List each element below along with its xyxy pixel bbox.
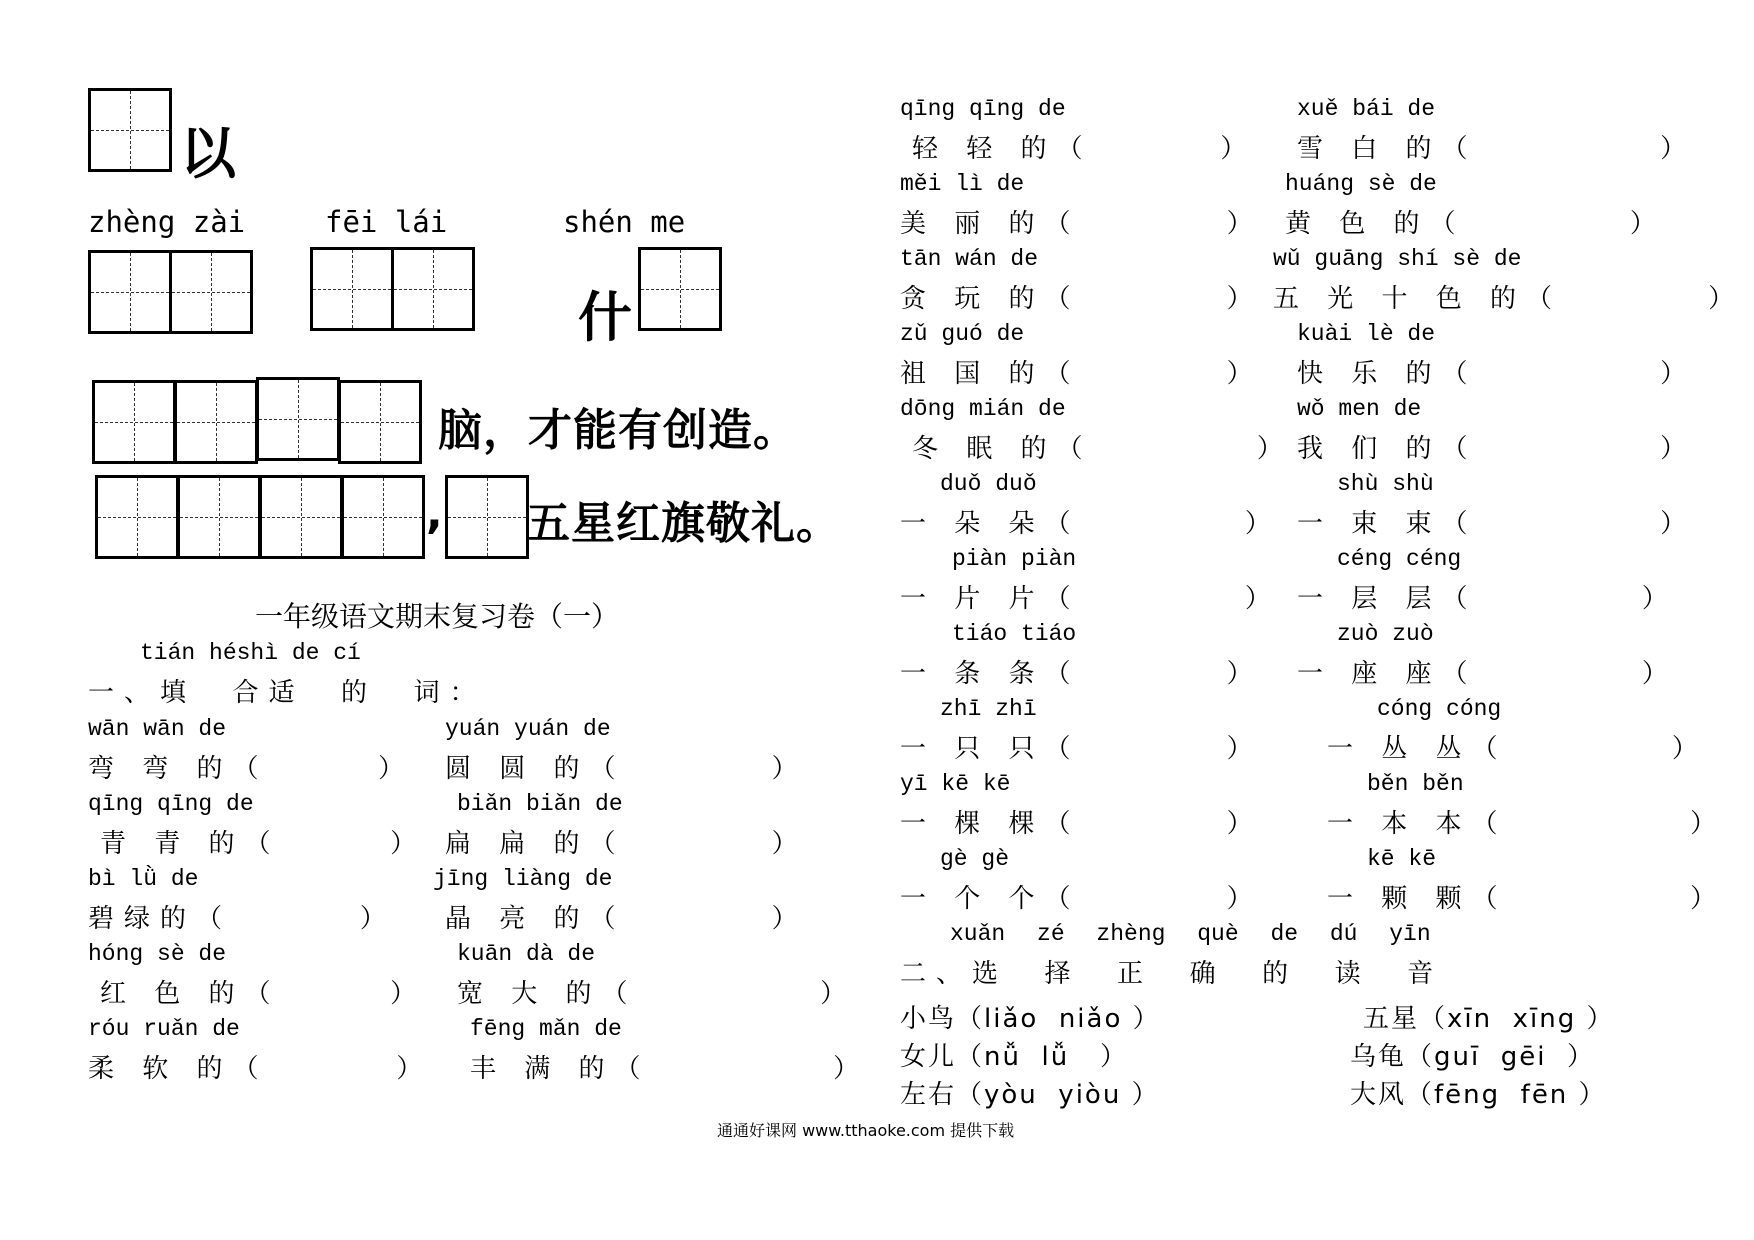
item-pinyin: kuài lè de [1297, 321, 1436, 347]
item-pinyin: shù shù [1337, 471, 1434, 497]
item-pinyin: fēng mǎn de [470, 1016, 622, 1042]
pinyin-shenme: shén me [563, 205, 686, 239]
tian-box[interactable] [92, 380, 176, 464]
item-pinyin: jīng liàng de [433, 866, 613, 892]
fill-item[interactable]: 宽 大 的（ ） [457, 979, 857, 1009]
item-pinyin: zuò zuò [1337, 621, 1434, 647]
item-pinyin: qīng qīng de [88, 791, 254, 817]
choice-item[interactable]: 女儿（nǚ lǚ ） [900, 1042, 1128, 1072]
item-pinyin: céng céng [1337, 546, 1462, 572]
fill-item[interactable]: 我 们 的（ ） [1297, 434, 1697, 464]
char-yi: 以 [180, 122, 237, 187]
fill-item[interactable]: 弯 弯 的（ ） [88, 754, 415, 784]
section1-pinyin: tián héshì de cí [140, 640, 361, 666]
tian-box[interactable] [341, 475, 425, 559]
fill-item[interactable]: 一 丛 丛（ ） [1327, 734, 1708, 764]
fill-item[interactable]: 一 只 只（ ） [900, 734, 1263, 764]
fill-item[interactable]: 晶 亮 的（ ） [445, 904, 808, 934]
item-pinyin: měi lì de [900, 171, 1025, 197]
section2-pinyin: xuǎn zé zhèng què de dú yīn [950, 921, 1431, 947]
item-pinyin: bì lǜ de [88, 866, 199, 892]
tian-box[interactable] [95, 475, 179, 559]
item-pinyin: kē kē [1367, 846, 1437, 872]
choice-item[interactable]: 大风（fēng fēn ） [1350, 1080, 1607, 1110]
fill-item[interactable]: 丰 满 的（ ） [470, 1054, 870, 1084]
item-pinyin: yī kē kē [900, 771, 1011, 797]
item-pinyin: wān wān de [88, 716, 227, 742]
item-pinyin: duǒ duǒ [940, 471, 1037, 497]
item-pinyin: xuě bái de [1297, 96, 1436, 122]
tian-box[interactable] [310, 247, 394, 331]
fill-item[interactable]: 一 颗 颗（ ） [1327, 884, 1727, 914]
choice-item[interactable]: 左右（yòu yiòu ） [900, 1080, 1160, 1110]
item-pinyin: biǎn biǎn de [457, 791, 623, 817]
item-pinyin: běn běn [1367, 771, 1464, 797]
tian-box[interactable] [169, 250, 253, 334]
fill-item[interactable]: 冬 眠 的（ ） [912, 434, 1293, 464]
item-pinyin: huáng sè de [1285, 171, 1437, 197]
item-pinyin: gè gè [940, 846, 1010, 872]
footer-text: 通通好课网 www.tthaoke.com 提供下载 [717, 1121, 1015, 1140]
fill-item[interactable]: 圆 圆 的（ ） [445, 754, 808, 784]
tian-box[interactable] [445, 475, 529, 559]
fill-item[interactable]: 碧绿的（ ） [88, 904, 396, 934]
tian-box[interactable] [88, 88, 172, 172]
fill-item[interactable]: 一 个 个（ ） [900, 884, 1263, 914]
fill-item[interactable]: 一 层 层（ ） [1297, 584, 1678, 614]
item-pinyin: kuān dà de [457, 941, 596, 967]
tian-box[interactable] [391, 247, 475, 331]
tian-box[interactable] [177, 475, 261, 559]
fill-item[interactable]: 一 朵 朵（ ） [900, 509, 1281, 539]
item-pinyin: wǔ guāng shí sè de [1273, 246, 1522, 272]
tian-box[interactable] [259, 475, 343, 559]
fill-item[interactable]: 一 座 座（ ） [1297, 659, 1678, 689]
fill-item[interactable]: 一 棵 棵（ ） [900, 809, 1263, 839]
fill-item[interactable]: 轻 轻 的（ ） [912, 134, 1257, 164]
tian-box[interactable] [88, 250, 172, 334]
fill-item[interactable]: 扁 扁 的（ ） [445, 829, 808, 859]
tian-box[interactable] [174, 380, 258, 464]
fill-item[interactable]: 柔 软 的（ ） [88, 1054, 433, 1084]
pinyin-feilai: fēi lái [325, 205, 448, 239]
fill-item[interactable]: 一 片 片（ ） [900, 584, 1281, 614]
item-pinyin: tān wán de [900, 246, 1039, 272]
fill-item[interactable]: 美 丽 的（ ） [900, 209, 1263, 239]
section1-heading: 一、填 合适 的 词： [88, 678, 486, 708]
fill-item[interactable]: 一 本 本（ ） [1327, 809, 1727, 839]
item-pinyin: róu ruǎn de [88, 1016, 240, 1042]
item-pinyin: piàn piàn [952, 546, 1077, 572]
fill-item[interactable]: 快 乐 的（ ） [1297, 359, 1697, 389]
item-pinyin: qīng qīng de [900, 96, 1066, 122]
item-pinyin: wǒ men de [1297, 396, 1422, 422]
item-pinyin: hóng sè de [88, 941, 227, 967]
item-pinyin: zǔ guó de [900, 321, 1025, 347]
fill-item[interactable]: 一 条 条（ ） [900, 659, 1263, 689]
item-pinyin: tiáo tiáo [952, 621, 1077, 647]
fill-item[interactable]: 雪 白 的（ ） [1297, 134, 1697, 164]
char-shen: 什 [578, 286, 633, 349]
tian-box[interactable] [338, 380, 422, 464]
fill-item[interactable]: 一 束 束（ ） [1297, 509, 1697, 539]
sentence1-tail: 脑，才能有创造。 [438, 405, 798, 456]
tian-box[interactable] [638, 247, 722, 331]
choice-item[interactable]: 小鸟（liǎo niǎo ） [900, 1004, 1161, 1034]
tian-box[interactable] [256, 377, 340, 461]
choice-item[interactable]: 乌龟（guī gēi ） [1350, 1042, 1595, 1072]
fill-item[interactable]: 红 色 的（ ） [100, 979, 427, 1009]
fill-item[interactable]: 青 青 的（ ） [100, 829, 427, 859]
comma: , [426, 488, 444, 539]
fill-item[interactable]: 五 光 十 色 的（ ） [1273, 284, 1745, 314]
choice-item[interactable]: 五星（xīn xīng ） [1363, 1004, 1615, 1034]
fill-item[interactable]: 祖 国 的（ ） [900, 359, 1263, 389]
sentence2-tail: 五星红旗敬礼。 [526, 498, 841, 549]
item-pinyin: yuán yuán de [445, 716, 611, 742]
fill-item[interactable]: 贪 玩 的（ ） [900, 284, 1263, 314]
page-title: 一年级语文期末复习卷（一） [255, 600, 620, 633]
section2-heading: 二、选 择 正 确 的 读 音 [900, 959, 1444, 989]
pinyin-zhengzai: zhèng zài [88, 205, 246, 239]
item-pinyin: dōng mián de [900, 396, 1066, 422]
fill-item[interactable]: 黄 色 的（ ） [1285, 209, 1666, 239]
item-pinyin: zhī zhī [940, 696, 1037, 722]
item-pinyin: cóng cóng [1377, 696, 1502, 722]
